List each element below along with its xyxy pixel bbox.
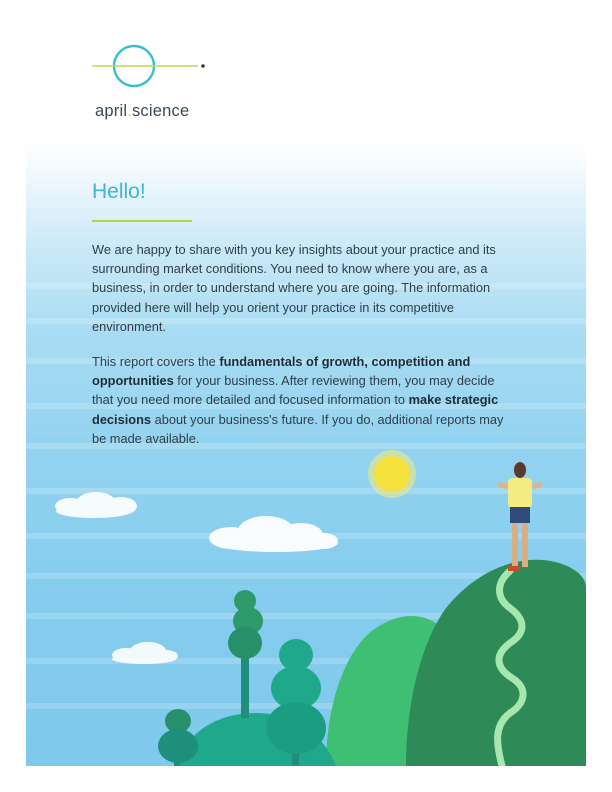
page-title: Hello! [92, 180, 146, 203]
tree-icon [158, 709, 198, 766]
intro-paragraph: We are happy to share with you key insights about your practice and its surrounding market conditions. You need to know where you are, as a business, in order to understand where you are going. The information provided here will help you orient your practice in its competitive environment. [92, 242, 496, 334]
cloud-icon [209, 516, 338, 552]
sun-icon [368, 450, 416, 498]
landscape-illustration [26, 143, 586, 766]
brand-name: april.science [95, 102, 190, 120]
report-paragraph: This report covers the fundamentals of growth, competition and opportunities for your business. After reviewing them, you may decide that you need more detailed and focused information to make strategic decisions about your business's future. If you do, additional reports may be made available. [92, 354, 504, 446]
cloud-icon [55, 492, 137, 518]
cloud-icon [112, 642, 178, 664]
highlight-strategic-decisions: make strategic decisions [92, 392, 499, 427]
person-figure [497, 462, 542, 571]
tree-icon [228, 590, 263, 718]
highlight-fundamentals: fundamentals of growth, competition and opportunities [92, 354, 471, 389]
